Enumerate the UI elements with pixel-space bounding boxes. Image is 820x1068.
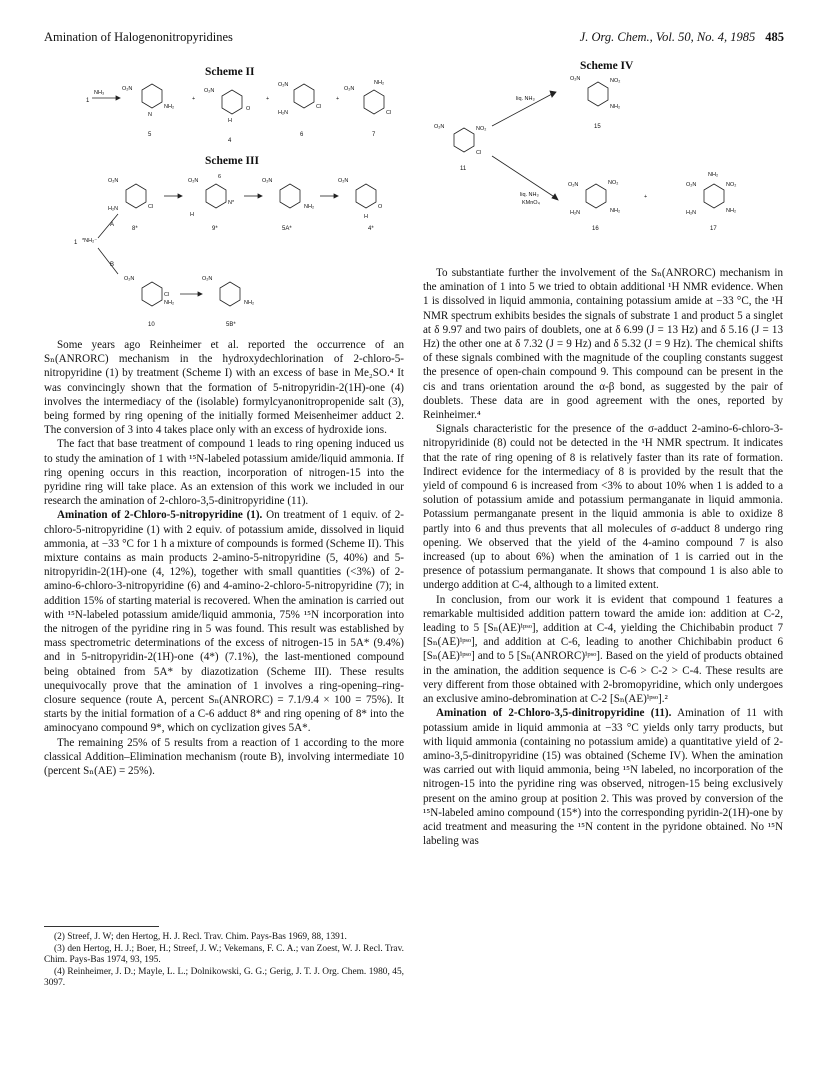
right-section [423,706,783,848]
footnote-3: (3) den Hertog, H. J.; Boer, H.; Streef, J. W.; Vekemans, F. C. A.; van Zoest, W. J. Recl. Trav. Chim. Pays-Bas 1974, 93, 195. [44,943,404,966]
svg-text:NH₂: NH₂ [708,172,719,178]
svg-text:O₂N: O₂N [262,178,273,184]
label-16: 16 [592,226,599,232]
scheme-4-title: Scheme IV [580,60,634,72]
svg-text:NH₂: NH₂ [726,208,737,214]
scheme2-reagent: NH₃ [94,90,105,96]
svg-text:NH₂: NH₂ [610,208,621,214]
svg-text:NH₂: NH₂ [164,300,175,306]
svg-text:+: + [266,96,270,102]
svg-text:O₂N: O₂N [434,124,445,130]
svg-text:NH₂: NH₂ [164,104,175,110]
svg-text:NH₂: NH₂ [374,80,385,86]
reagent-top: liq. NH₃ [516,96,535,102]
footnote-4: (4) Reinheimer, J. D.; Mayle, L. L.; Dolnikowski, G. G.; Gerig, J. T. J. Org. Chem. 1980, 45, 3097. [44,966,404,989]
svg-text:Cl: Cl [316,104,322,110]
left-section-text: On treatment of 1 equiv. of 2-chloro-5-nitropyridine (1) with 2 equiv. of potassium amide, dissolved in liquid ammonia, at −33 °C for 1 h a mixture of compounds is formed (Scheme II). This mixture contains as main products 2-amino-5-nitropyridine (5, 40%) and 5-nitropyridin-2(1H)-one (4, 12%), together with small quantities (<3%) of 2-amino-6-chloro-3-nitropyridine (6) and 4-amino-2-chloro-5-nitropyridine (7); in addition 15% of starting material is recovered. When the amination is carried out with ¹⁵N-labeled potassium amide/liquid ammonia, 75% ¹⁵N incorporation into the nitrogen of the pyridine ring in 5 was found. This result was established by mass spectrometric determinations of the excess of nitrogen-15 in 5A* (9.4%) and in 5-nitropyridin-2(1H)-one (4*) (7.1%), the last-mentioned compound being obtained from 5A* by diazotization (Scheme III). These results unequivocally prove that the amination of 1 involves a ring-opening–ring-closure sequence (route A, percent Sₙ(ANRORC) = 7.1/9.4 × 100 = 75%). It starts by the initial formation of a C-6 adduct 8* and ring opening of 8* into the aminocyano compound 9*, which on cyclization gives 5A*. [44,509,404,735]
svg-text:N: N [148,112,152,118]
scheme3-start: 1 [74,240,78,246]
journal-citation [580,30,784,45]
svg-text:Cl: Cl [476,150,482,156]
label-11: 11 [460,166,467,172]
route-B: B [110,262,115,268]
left-column [44,338,404,778]
left-para-2: The fact that base treatment of compound 1 leads to ring opening induced us to study the amination of 1 with ¹⁵N-labeled potassium amide/liquid ammonia. If ring opening occurs in this reaction, incorporation of nitrogen-15 into the pyridine ring will take place. As an extension of this work we included in our research the amination of 2-chloro-3,5-dinitropyridine (11). [44,438,404,508]
svg-text:H₂N: H₂N [108,206,119,212]
label-17: 17 [710,226,717,232]
label-7: 7 [372,132,376,138]
svg-text:O₂N: O₂N [568,182,579,188]
svg-text:H: H [190,212,194,218]
svg-text:Cl: Cl [148,204,154,210]
scheme-4-diagram [420,72,780,257]
reagent-bottom: liq. NH₃ [520,192,539,198]
left-para-last: The remaining 25% of 5 results from a reaction of 1 according to the more classical Addition–Elimination mechanism (route B), involving intermediate 10 (percent Sₙ(AE) = 25%). [44,736,404,778]
svg-text:O₂N: O₂N [344,86,355,92]
svg-text:O₂N: O₂N [124,276,135,282]
label-5Bstar: 5B* [226,322,236,328]
svg-text:H: H [228,118,232,124]
right-para-1: To substantiate further the involvement of the Sₙ(ANRORC) mechanism in the amination of 1 into 5 we tried to obtain additional ¹H NMR evidence. When 1 is dissolved in liquid ammonia, containing potassium amide at −33 °C, the ¹H NMR spectrum exhibits besides the signals of substrate 1 and product 5 a singlet at δ 9.97 and two pairs of doublets, one at δ 6.99 (J = 13 Hz) and δ 5.16 (J = 13 Hz) the other one at δ 7.32 (J = 9 Hz) and δ 5.32 (J = 9 Hz). The chemical shifts of these signals combined with the magnitude of the coupling constants suggest the presence of open-chain compound 9. This compound can be present in the cis and trans orientation around the α-β bond, as suggested by the pair of doublets. These data are in good agreement with the ones, reported by Reinheimer.⁴ [423,267,783,422]
scheme-3-diagram [68,170,408,330]
right-column [423,266,783,848]
scheme2-start: 1 [86,98,90,104]
footnote-rule [44,926,159,927]
svg-text:O₂N: O₂N [278,82,289,88]
svg-text:O₂N: O₂N [686,182,697,188]
scheme3-reagent: *NH₂⁻ [82,238,98,244]
label-15: 15 [594,124,601,130]
svg-text:O: O [378,204,383,210]
svg-text:NH₂: NH₂ [244,300,255,306]
svg-text:O₂N: O₂N [338,178,349,184]
label-9star: 9* [212,226,218,232]
svg-text:+: + [644,194,648,200]
right-section-text: Amination of 11 with potassium amide in liquid ammonia at −33 °C yields only tarry products, but with liquid ammonia (containing no potassium amide) a quantitative yield of 2-amino-3,5-dinitropyridine (15) was obtained (Scheme IV). When the amination was carried out with liquid ammonia, being ¹⁵N labeled, no incorporation of the nitrogen-15 into the pyridine ring was observed, nitrogen-15 being exclusively present on the amino group at position 2. This was proved by conversion of the ¹⁵N-labeled amino compound (15*) into the corresponding pyridin-2(1H)-one by acid treatment and measuring the ¹⁵N content in the pyridone obtained. No ¹⁵N labeling was [423,707,783,848]
left-section [44,508,404,735]
svg-text:NO₂: NO₂ [476,126,487,132]
svg-text:Cl: Cl [386,110,392,116]
right-para-2: Signals characteristic for the presence of the σ-adduct 2-amino-6-chloro-3-nitropyridinide (8) could not be detected in the ¹H NMR spectrum. It indicates that the rate of ring opening of 8 is relatively faster than its rate of formation. Indirect evidence for the intermediacy of 8 is provided by the result that the yield of compound 6 is increased from <3% to about 10% when 1 is added to a solution of potassium amide and potassium permanganate in liquid ammonia. Potassium permanganate present in the liquid ammonia is able to oxidize 8 partly into 6 and thus prevents that all molecules of σ-adduct 8 undergo ring opening. We observed that the yield of the 4-amino compound 7 is also increased (up to about 6%) when the amination of 1 is carried out in the presence of potassium permanganate. It shows that compound 1 is also able to undergo addition at C-4, although to a limited extent. [423,423,783,592]
route-A: A [110,222,115,228]
svg-text:Cl: Cl [164,292,170,298]
right-section-heading: Amination of 2-Chloro-3,5-dinitropyridine (11). [436,707,672,720]
svg-text:NO₂: NO₂ [608,180,619,186]
svg-text:NH₂: NH₂ [304,204,315,210]
svg-text:O: O [246,106,251,112]
right-para-3: In conclusion, from our work it is evident that compound 1 features a remarkable multisided addition pattern toward the amide ion: addition at C-2, leading to 5 [Sₙ(AE)ⁱᵖˢᵒ], addition at C-4, yielding the Chichibabin product 7 [Sₙ(AE)ⁱᵖˢᵒ], and addition at C-6, leading to another Chichibabin product 6 [Sₙ(AE)ⁱᵖˢᵒ] and to 5 [Sₙ(ANRORC)ⁱᵖˢᵒ]. Based on the yield of products obtained in the amination, the addition sequence is C-6 > C-2 > C-4. These results are very different from those obtained with 2-bromopyridine, which only undergoes an exclusive amino-debromination at C-2 [Sₙ(AE)ⁱᵖˢᵒ].² [423,593,783,706]
reagent-bottom-2: KMnO₄ [522,200,540,206]
svg-text:NO₂: NO₂ [610,78,621,84]
scheme-3-title: Scheme III [205,155,259,167]
label-5Astar: 5A* [282,226,292,232]
running-title: Amination of Halogenonitropyridines [44,30,233,44]
scheme-2-title: Scheme II [205,66,255,78]
svg-text:H₂N: H₂N [686,210,697,216]
svg-text:+: + [336,96,340,102]
footnotes [44,926,404,990]
svg-text:O₂N: O₂N [202,276,213,282]
label-8star: 8* [132,226,138,232]
svg-text:O₂N: O₂N [570,76,581,82]
svg-text:O₂N: O₂N [188,178,199,184]
label-10: 10 [148,322,155,328]
footnote-2: (2) Streef, J. W; den Hertog, H. J. Recl. Trav. Chim. Pays-Bas 1969, 88, 1391. [54,932,347,942]
svg-text:+: + [192,96,196,102]
svg-text:6: 6 [218,174,222,180]
journal-name: J. Org. Chem., Vol. 50, No. 4, 1985 [579,30,756,44]
svg-text:H₂N: H₂N [570,210,581,216]
svg-text:NH₂: NH₂ [610,104,621,110]
svg-text:H: H [364,214,368,220]
left-para-1: Some years ago Reinheimer et al. reported the occurrence of an Sₙ(ANRORC) mechanism in the hydroxydechlorination of 2-chloro-5-nitropyridine (1) by treatment (Scheme I) with an excess of base in Me₂SO.⁴ It was convincingly shown that the formation of 5-nitropyridin-2(1H)-one (4) involves the intermediacy of the (isolable) formylcyanonitropropenide salt (3), being formed by ring opening of the initially formed Meisenheimer adduct 2. The conversion of 3 into 4 takes place only with an excess of hydroxide ions. [44,339,404,437]
label-4: 4 [228,138,232,144]
svg-text:O₂N: O₂N [204,88,215,94]
label-4star: 4* [368,226,374,232]
page-header [44,30,784,50]
svg-text:O₂N: O₂N [108,178,119,184]
page-number: 485 [765,30,784,44]
svg-text:H₂N: H₂N [278,110,289,116]
scheme-2-diagram [80,78,410,150]
svg-text:O₂N: O₂N [122,86,133,92]
label-5: 5 [148,132,152,138]
svg-text:NO₂: NO₂ [726,182,737,188]
left-section-heading: Amination of 2-Chloro-5-nitropyridine (1). [57,509,263,522]
svg-text:N*: N* [228,200,235,206]
label-6: 6 [300,132,304,138]
